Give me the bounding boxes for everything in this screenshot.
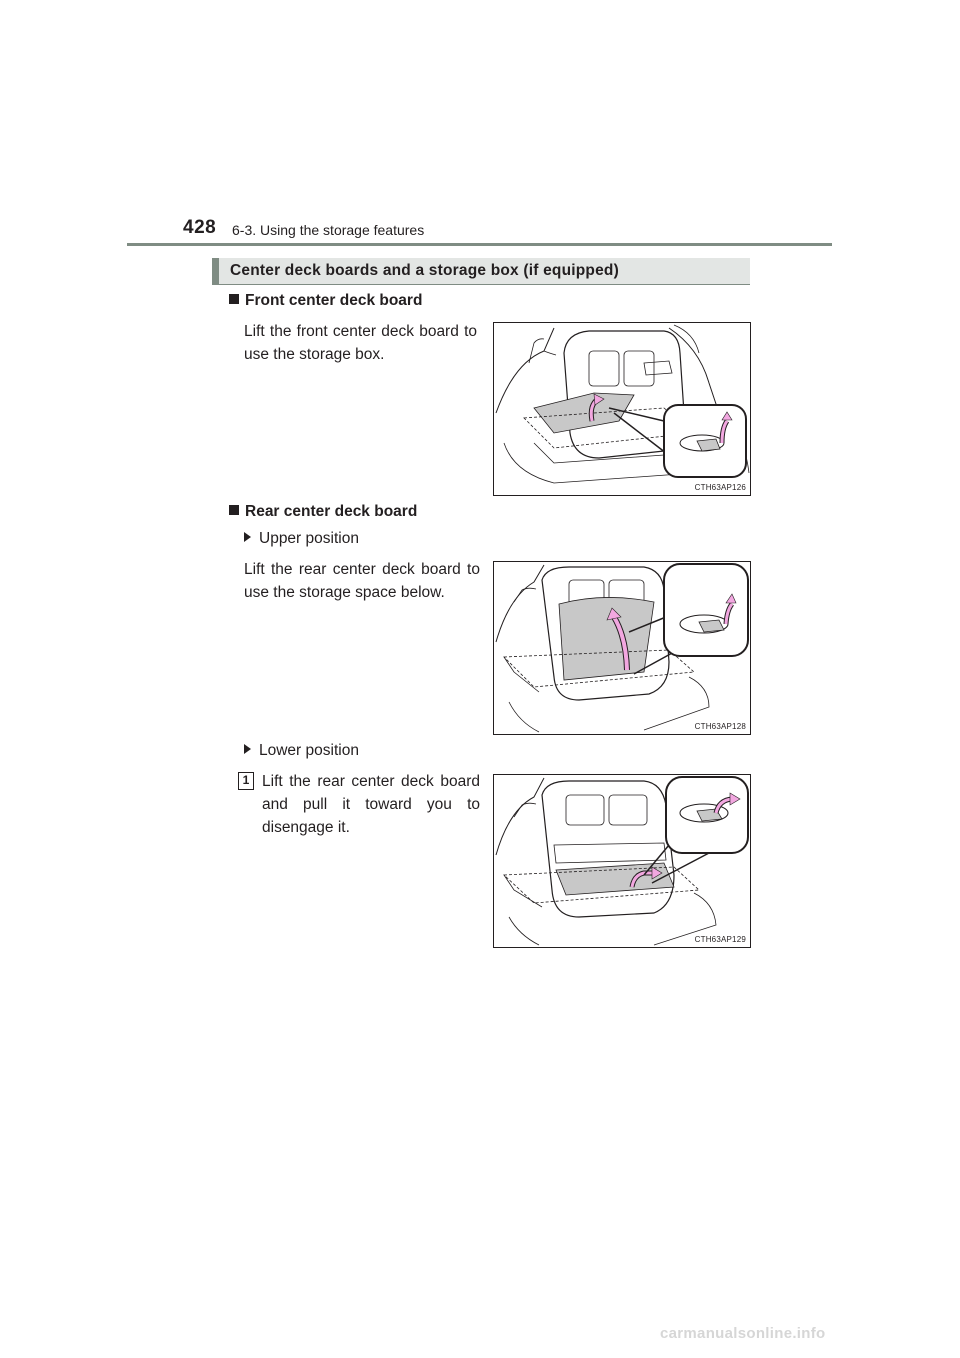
illustration-rear-lower-position	[493, 774, 751, 948]
figure-code: CTH63AP129	[694, 935, 746, 944]
triangle-bullet-icon	[244, 532, 251, 542]
box-title-text: Center deck boards and a storage box (if equipped)	[230, 262, 619, 279]
front-instruction: Lift the front center deck board to use the storage box.	[244, 323, 477, 363]
upper-instruction: Lift the rear center deck board to use the storage space below.	[244, 561, 480, 601]
lower-instruction: Lift the rear center deck board and pull it toward you to disengage it.	[262, 773, 480, 836]
section-box-title	[212, 258, 750, 285]
page-number: 428	[183, 217, 217, 238]
label-upper-position	[244, 530, 359, 548]
heading-rear-text: Rear center deck board	[245, 503, 418, 520]
illustration-rear-upper-position	[493, 561, 751, 735]
step-number-badge: 1	[238, 772, 254, 790]
square-bullet-icon	[229, 294, 239, 304]
lower-position-text: Lower position	[259, 742, 359, 759]
heading-front-deck-board	[229, 292, 422, 310]
section-title: 6-3. Using the storage features	[232, 222, 425, 238]
heading-front-text: Front center deck board	[245, 292, 423, 309]
triangle-bullet-icon	[244, 744, 251, 754]
header-divider	[127, 243, 832, 246]
heading-rear-deck-board	[229, 503, 417, 521]
figure-code: CTH63AP128	[694, 722, 746, 731]
watermark: carmanualsonline.info	[660, 1325, 826, 1342]
figure-code: CTH63AP126	[694, 483, 746, 492]
label-lower-position	[244, 742, 359, 760]
square-bullet-icon	[229, 505, 239, 515]
illustration-front-deck-board	[493, 322, 751, 496]
upper-position-text: Upper position	[259, 530, 359, 547]
